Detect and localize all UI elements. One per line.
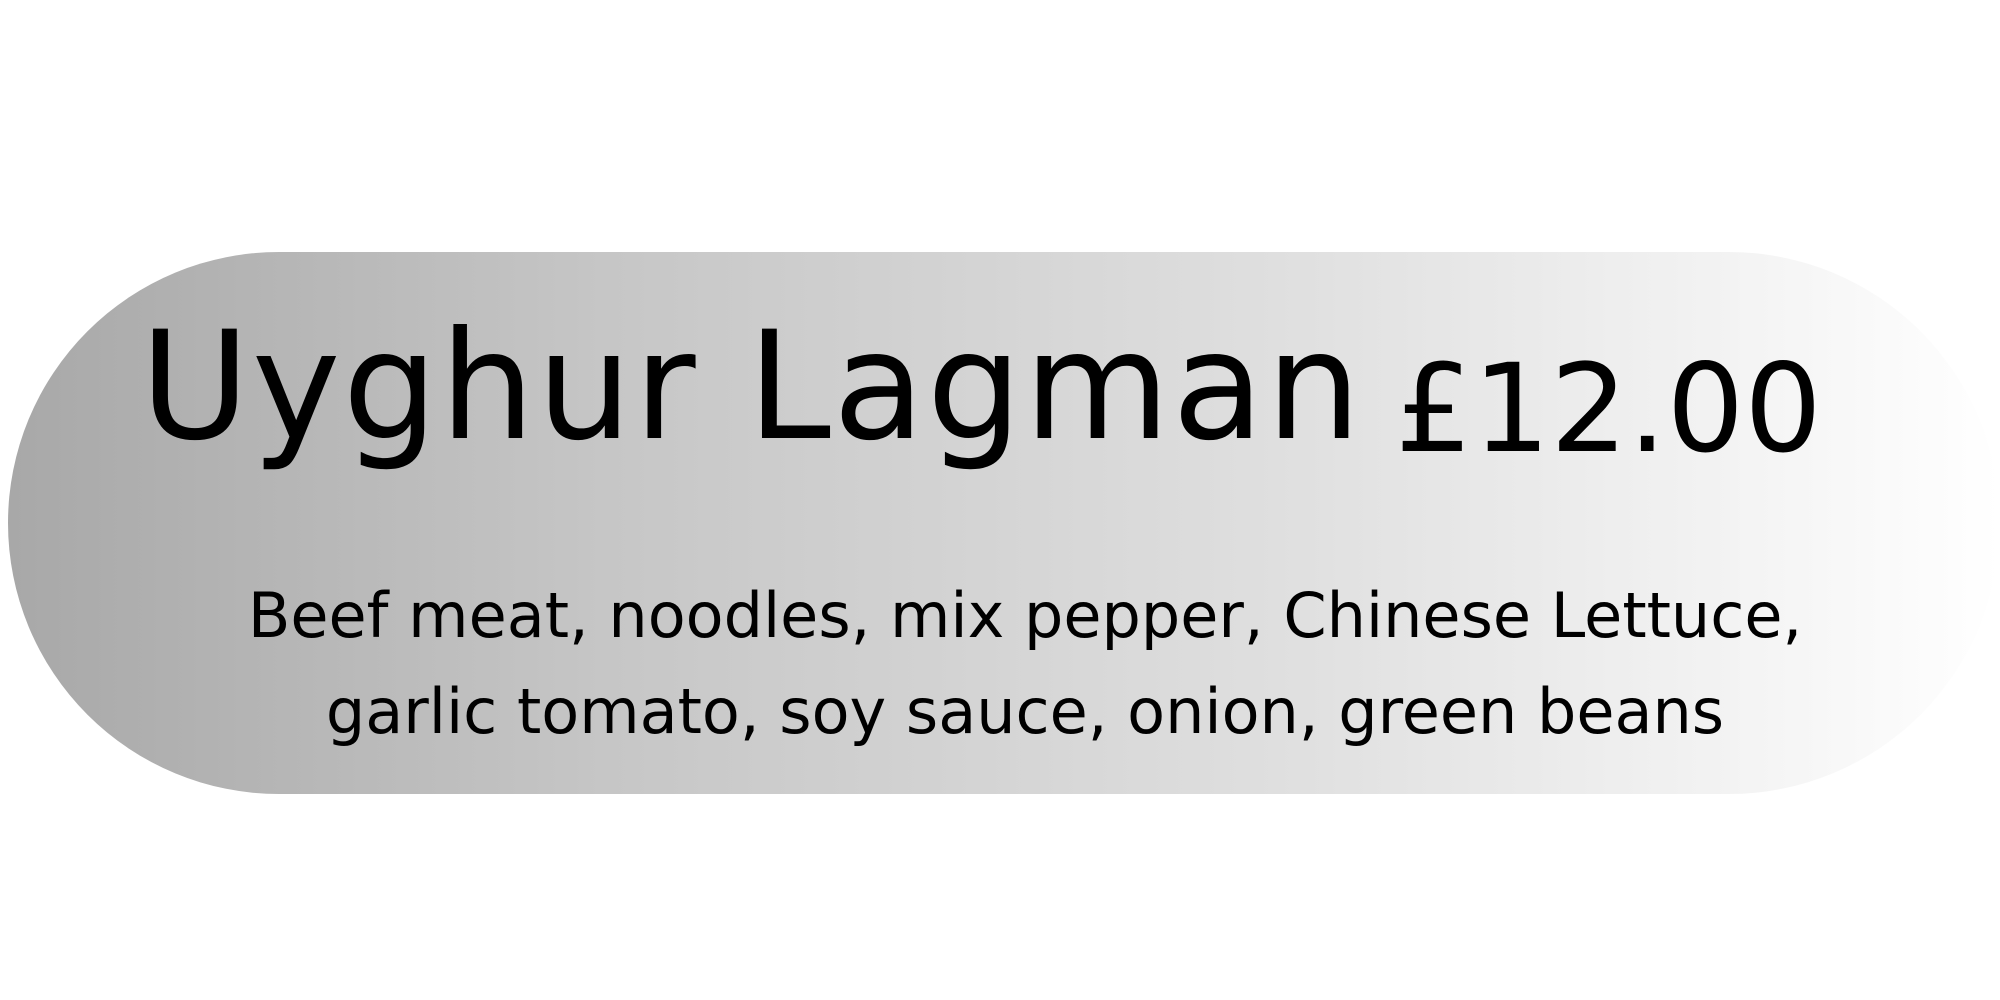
dish-name: Uyghur Lagman [140,300,1364,474]
description-line-2: garlic tomato, soy sauce, onion, green beans [325,675,1725,748]
dish-price: £12.00 [1395,338,1822,480]
description-line-1: Beef meat, noodles, mix pepper, Chinese Lettuce, [247,579,1803,652]
dish-description [100,568,1950,760]
